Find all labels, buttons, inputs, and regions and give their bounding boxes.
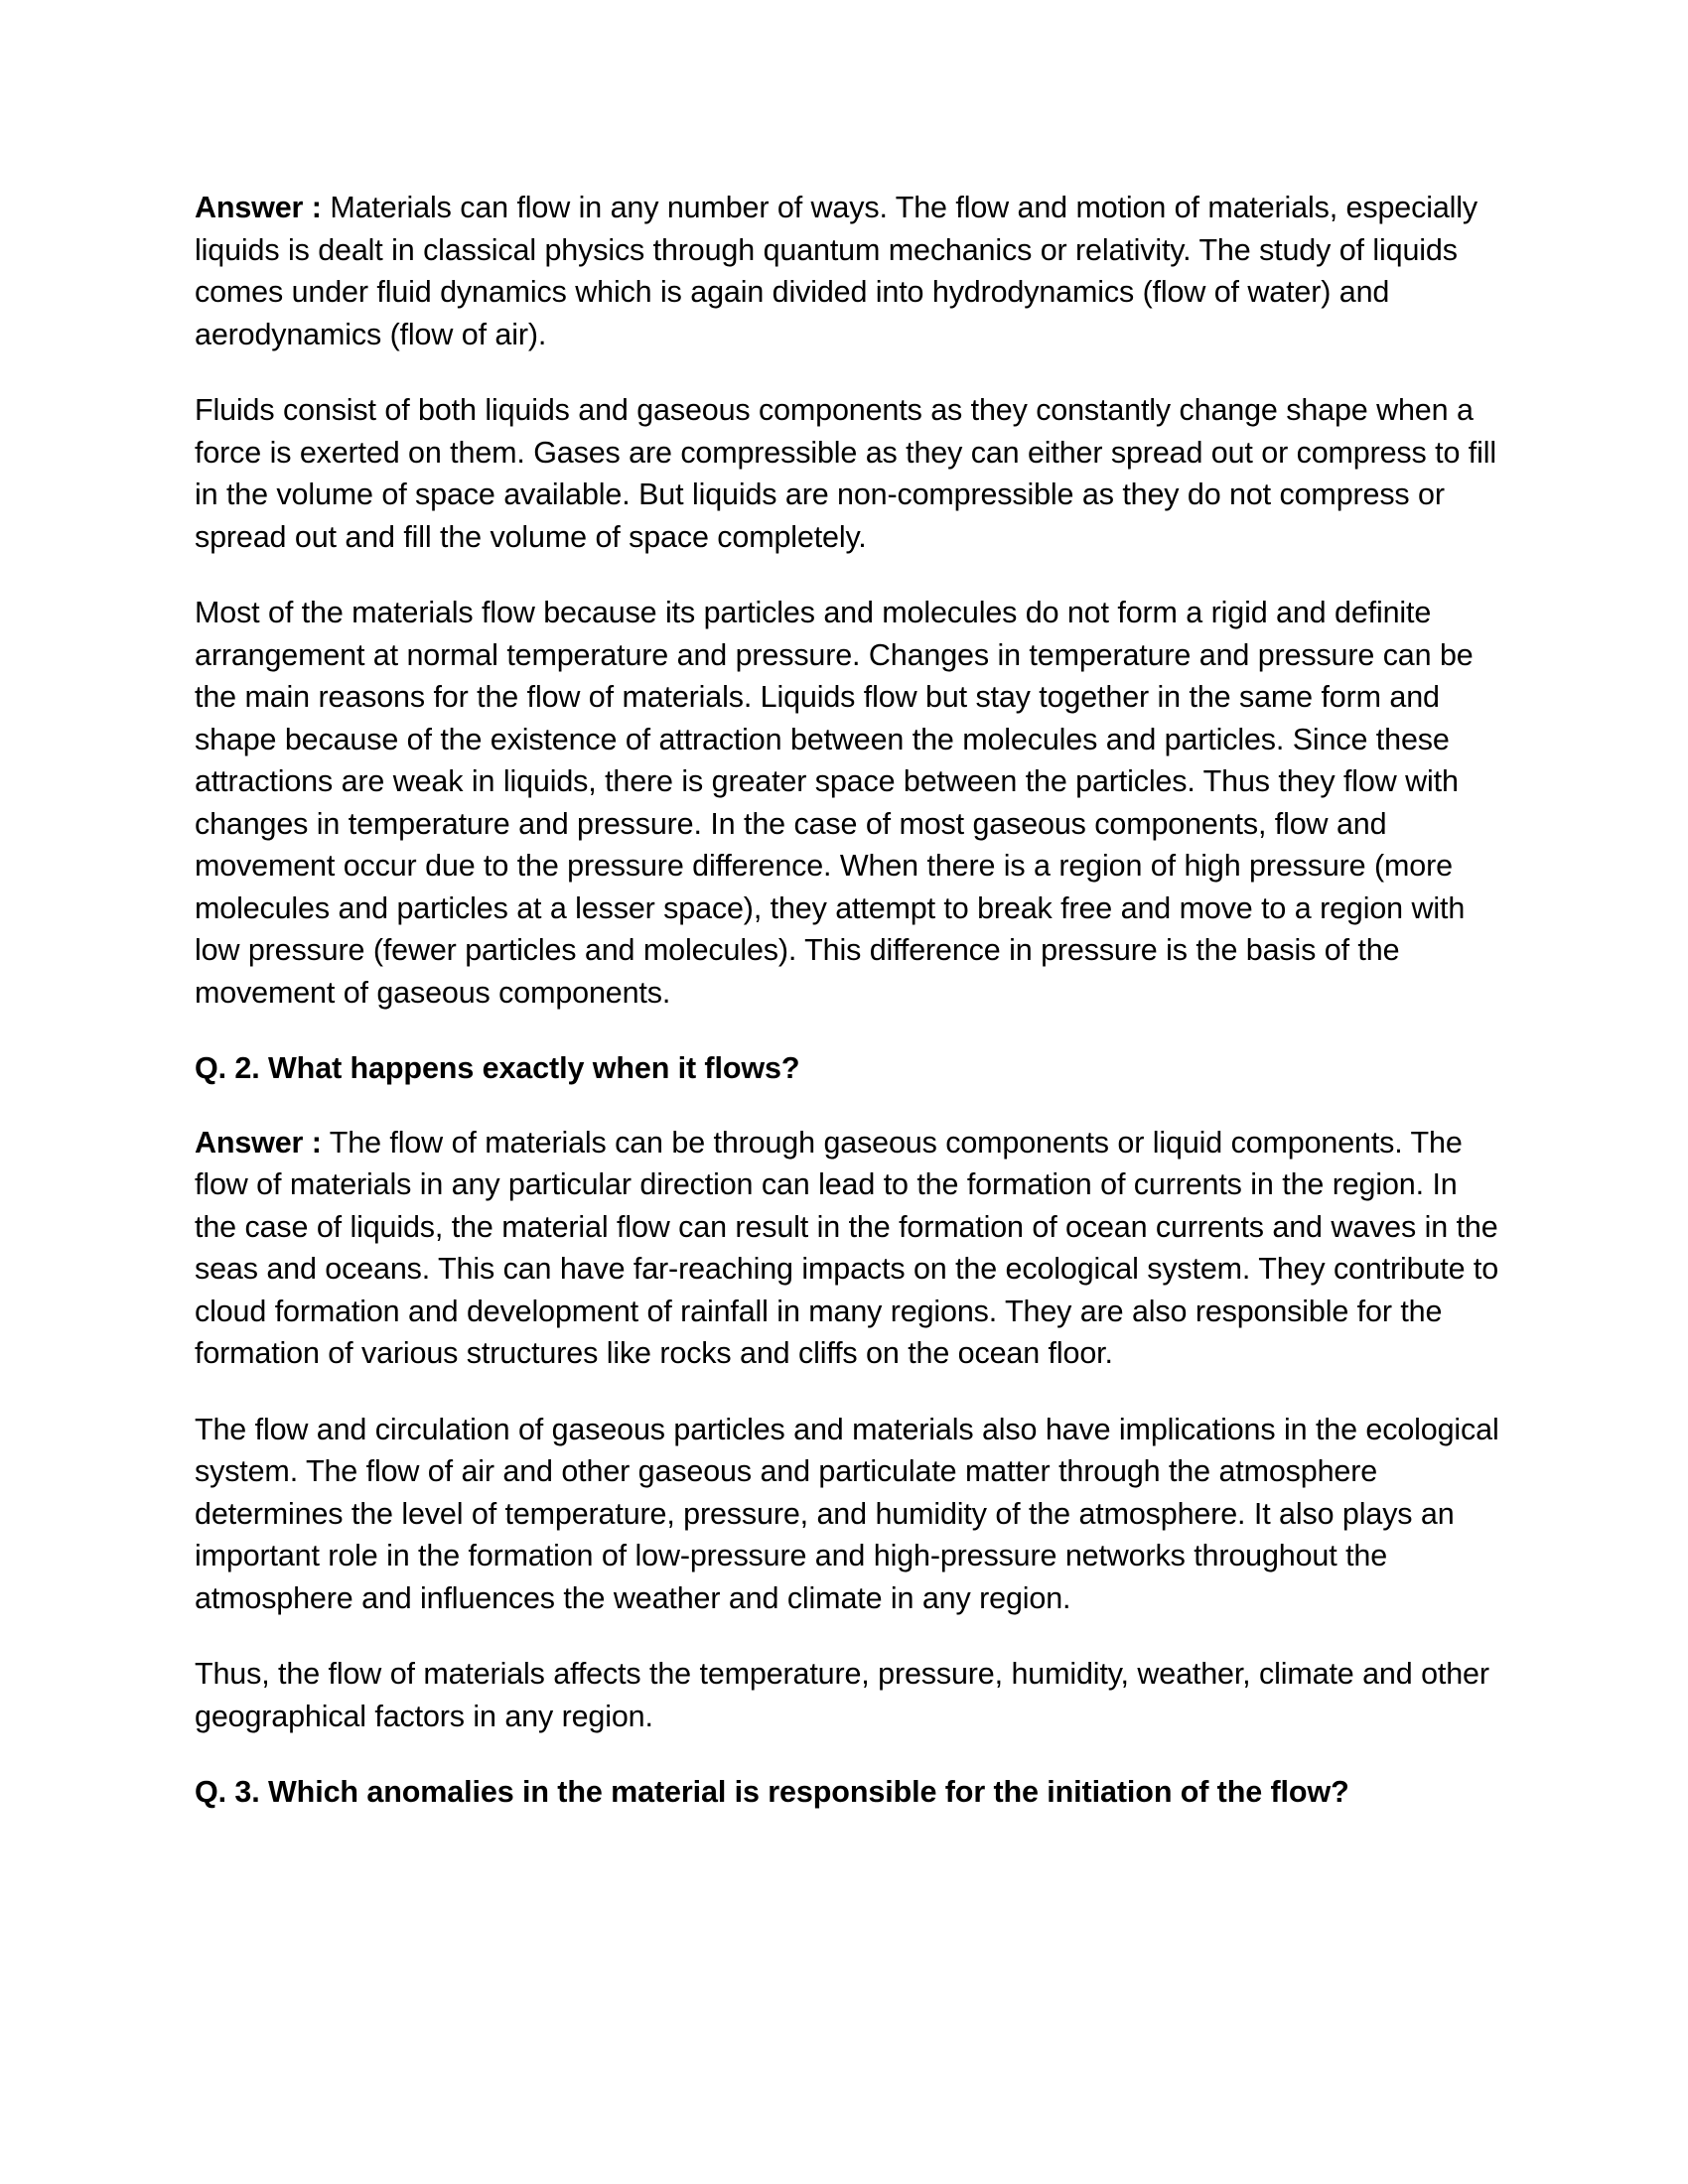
question-heading-q3: Q. 3. Which anomalies in the material is responsible for the initiation of the flow?: [195, 1775, 1349, 1809]
answer-paragraph-q2-intro: [195, 1122, 1505, 1375]
answer-text: Materials can flow in any number of ways. The flow and motion of materials, especially liquids is dealt in classical physics through quantum mechanics or relativity. The study of liquids comes under fluid dynamics which is again divided into hydrodynamics (flow of water) and aerodynamics (flow of air).: [195, 191, 1477, 351]
answer-label: Answer :: [195, 1125, 322, 1160]
answer-paragraph-q1-intro: [195, 187, 1505, 355]
question-heading-q2: Q. 2. What happens exactly when it flows?: [195, 1051, 800, 1085]
paragraph-fluids: Fluids consist of both liquids and gaseous components as they constantly change shape when a force is exerted on them. Gases are compressible as they can either spread out or compress to fill in the volume of space available. But liquids are non-compressible as they do not compress or spread out and fill the volume of space completely.: [195, 393, 1496, 554]
paragraph-gaseous-circulation: The flow and circulation of gaseous particles and materials also have implications in the ecological system. The flow of air and other gaseous and particulate matter through the atmosphere determines the level of temperature, pressure, and humidity of the atmosphere. It also plays an important role in the formation of low-pressure and high-pressure networks throughout the atmosphere and influences the weather and climate in any region.: [195, 1412, 1499, 1615]
paragraph-conclusion: Thus, the flow of materials affects the temperature, pressure, humidity, weather, climate and other geographical factors in any region.: [195, 1657, 1489, 1733]
answer-label: Answer :: [195, 191, 322, 224]
document-body: [195, 187, 1505, 1845]
answer-text: The flow of materials can be through gaseous components or liquid components. The flow of materials in any particular direction can lead to the formation of currents in the region. In the case of liquids, the material flow can result in the formation of ocean currents and waves in the seas and oceans. This can have far-reaching impacts on the ecological system. They contribute to cloud formation and development of rainfall in many regions. They are also responsible for the formation of various structures like rocks and cliffs on the ocean floor.: [195, 1125, 1499, 1370]
paragraph-materials-flow: Most of the materials flow because its particles and molecules do not form a rigid and definite arrangement at normal temperature and pressure. Changes in temperature and pressure can be the main reasons for the flow of materials. Liquids flow but stay together in the same form and shape because of the existence of attraction between the molecules and particles. Since these attractions are weak in liquids, there is greater space between the particles. Thus they flow with changes in temperature and pressure. In the case of most gaseous components, flow and movement occur due to the pressure difference. When there is a region of high pressure (more molecules and particles at a lesser space), they attempt to break free and move to a region with low pressure (fewer particles and molecules). This difference in pressure is the basis of the movement of gaseous components.: [195, 596, 1474, 1010]
